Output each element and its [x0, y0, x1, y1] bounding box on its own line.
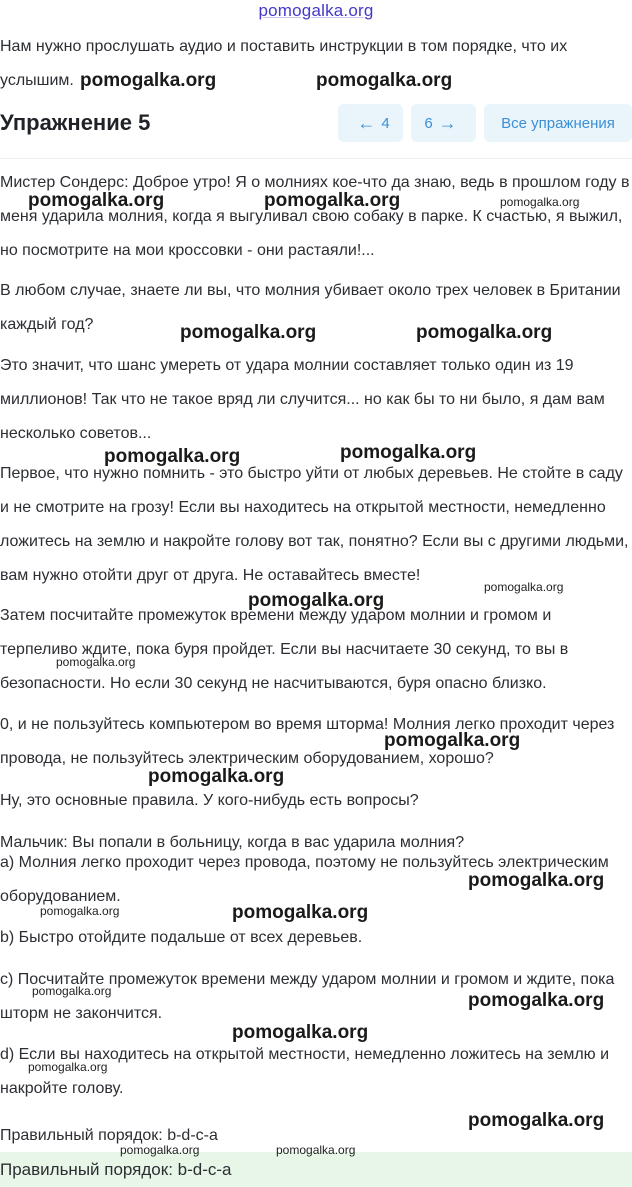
watermark: pomogalka.org: [264, 190, 401, 211]
watermark: pomogalka.org: [416, 322, 553, 343]
prev-exercise-label: 4: [381, 114, 390, 132]
arrow-right-icon: →: [438, 112, 457, 133]
watermark: pomogalka.org: [120, 1143, 200, 1157]
watermark: pomogalka.org: [500, 195, 580, 209]
next-exercise-label: 6: [424, 114, 433, 132]
option-c: c) Посчитайте промежуток времени между ударом молнии и громом и ждите, пока шторм не закончится.: [0, 971, 615, 1022]
paragraph: В любом случае, знаете ли вы, что молния убивает около трех человек в Британии каждый год?: [0, 282, 621, 333]
watermark: pomogalka.org: [148, 766, 285, 787]
watermark: pomogalka.org: [180, 322, 317, 343]
watermark: pomogalka.org: [384, 730, 521, 751]
arrow-left-icon: ←: [357, 112, 376, 133]
all-exercises-button[interactable]: [484, 104, 632, 142]
paragraph: Затем посчитайте промежуток времени между ударом молнии и громом и терпеливо ждите, пока буря пройдет. Если вы насчитаете 30 секунд, то вы в безопасности. Но если 30 секунд не насчитываются, буря опасно близко.: [0, 607, 569, 692]
next-exercise-button[interactable]: [411, 104, 476, 142]
paragraph: Это значит, что шанс умереть от удара молнии составляет только один из 19 миллионов! Так что не такое вряд ли случится... но как бы то ни было, я дам вам несколько советов...: [0, 357, 605, 442]
intro-text: Нам нужно прослушать аудио и поставить инструкции в том порядке, что их услышим.: [0, 38, 568, 89]
watermark: pomogalka.org: [56, 655, 136, 669]
watermark: pomogalka.org: [484, 580, 564, 594]
watermark: pomogalka.org: [104, 446, 241, 467]
exercise-title: Упражнение 5: [0, 110, 151, 135]
site-url[interactable]: pomogalka.org: [258, 1, 374, 20]
watermark: pomogalka.org: [232, 1022, 369, 1043]
prev-exercise-button[interactable]: [338, 104, 403, 142]
paragraph: Первое, что нужно помнить - это быстро уйти от любых деревьев. Не стойте в саду и не смотрите на грозу! Если вы находитесь на открытой местности, немедленно ложитесь на землю и накройте голову вот так, понятно? Если вы с другими людьми, вам нужно отойти друг от друга. Не оставайтесь вместе!: [0, 465, 629, 584]
paragraph: Мистер Сондерс: Доброе утро! Я о молниях кое-что да знаю, ведь в прошлом году в меня ударила молния, когда я выгуливал свою собаку в парке. К счастью, я выжил, но посмотрите на мои кроссовки - они растаяли!...: [0, 174, 630, 259]
watermark: pomogalka.org: [32, 984, 112, 998]
watermark: pomogalka.org: [232, 902, 369, 923]
paragraph: Мальчик: Вы попали в больницу, когда в вас ударила молния?: [0, 834, 465, 851]
watermark: pomogalka.org: [28, 1060, 108, 1074]
option-d: d) Если вы находитесь на открытой местности, немедленно ложитесь на землю и накройте голову.: [0, 1046, 610, 1097]
watermark: pomogalka.org: [28, 190, 165, 211]
all-exercises-label: Все упражнения: [501, 114, 615, 132]
watermark: pomogalka.org: [340, 442, 477, 463]
option-a: a) Молния легко проходит через провода, поэтому не пользуйтесь электрическим оборудованием.: [0, 854, 609, 905]
divider: [0, 158, 632, 159]
watermark: pomogalka.org: [40, 904, 120, 918]
answer-bar: Правильный порядок: b-d-c-a: [0, 1152, 632, 1187]
watermark: pomogalka.org: [468, 1110, 605, 1131]
paragraph: Ну, это основные правила. У кого-нибудь есть вопросы?: [0, 792, 419, 809]
watermark: pomogalka.org: [80, 70, 217, 91]
watermark: pomogalka.org: [276, 1143, 356, 1157]
paragraph: 0, и не пользуйтесь компьютером во время шторма! Молния легко проходит через провода, не пользуйтесь электрическим оборудованием, хорошо?: [0, 716, 615, 767]
option-b: b) Быстро отойдите подальше от всех деревьев.: [0, 929, 363, 946]
watermark: pomogalka.org: [468, 870, 605, 891]
watermark: pomogalka.org: [316, 70, 453, 91]
watermark: pomogalka.org: [248, 590, 385, 611]
watermark: pomogalka.org: [468, 990, 605, 1011]
answer-text: Правильный порядок: b-d-c-a: [0, 1127, 218, 1144]
